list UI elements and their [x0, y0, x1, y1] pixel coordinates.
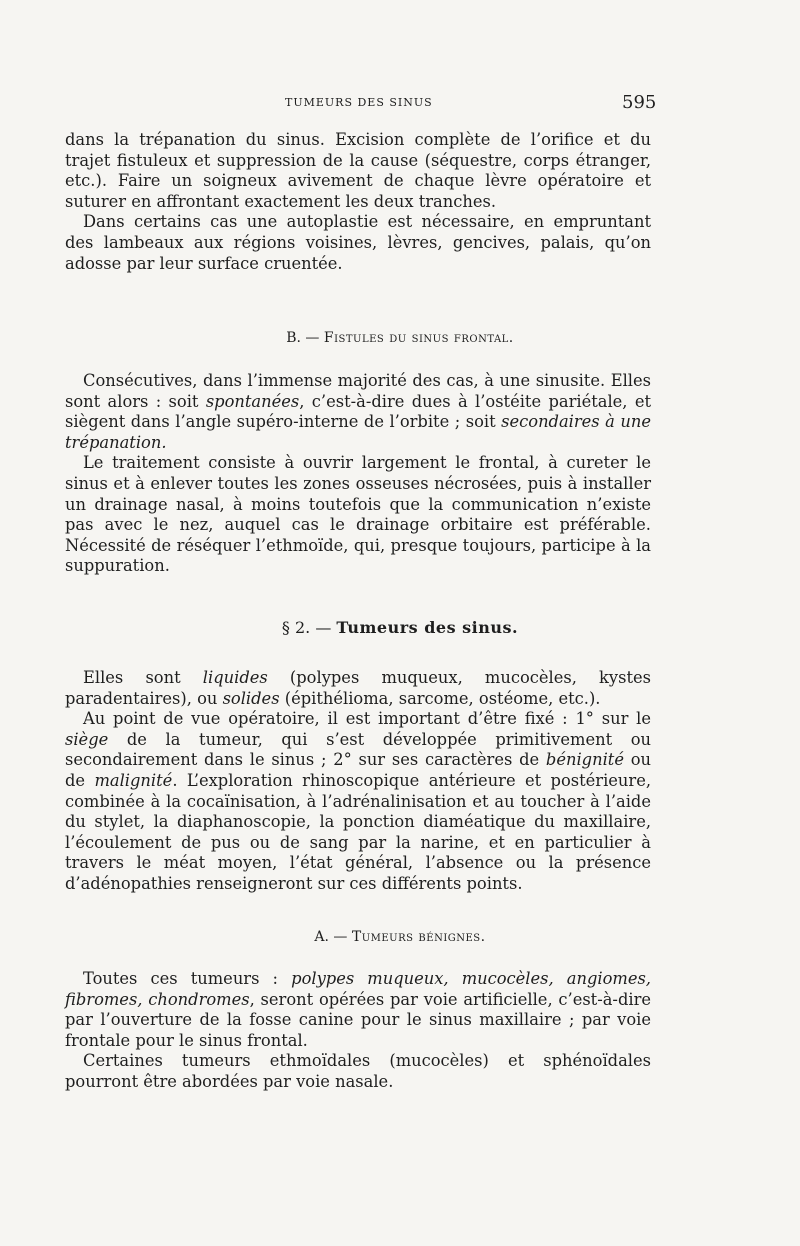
- text-run-italic: secondaires à une trépanation.: [65, 412, 651, 452]
- text-run: (polypes muqueux, mucocèles, kystes paradentaires), ou: [65, 668, 651, 708]
- section-heading: [0, 618, 800, 637]
- text-run: , seront opérées par voie artificielle, c’est-à-dire par l’ouverture de la fosse canine pour le sinus maxillaire ; par voie frontale pour le sinus frontal.: [65, 989, 651, 1050]
- text-run: Au point de vue opératoire, il est important d’être fixé : 1° sur le: [83, 709, 651, 729]
- paragraph: [65, 371, 651, 453]
- text-run-italic: solides: [222, 688, 280, 708]
- subheading-b: [0, 330, 800, 346]
- text-run: . L’exploration rhinoscopique antérieure et postérieure, combinée à la cocaïnisation, à l’adrénalinisation et au toucher à l’aide du stylet, la diaphanoscopie, la ponction diaméatique du maxillaire, l’écoulement de pus ou de sang par la narine, et en particulier à travers le méat moyen, l’état général, l’absence ou la présence d’adénopathies renseigneront sur ces différents points.: [65, 770, 652, 893]
- text-run: ou de: [65, 750, 651, 790]
- text-run: Elles sont: [83, 668, 203, 687]
- paragraph: Dans certains cas une autoplastie est nécessaire, en empruntant des lambeaux aux régions voisines, lèvres, gencives, palais, qu’on adosse par leur surface cruentée.: [65, 212, 651, 273]
- subheading-prefix: A. —: [314, 929, 352, 945]
- section-number: § 2. —: [281, 618, 337, 637]
- text-run-italic: malignité: [94, 770, 173, 790]
- subheading-title: Tumeurs bénignes.: [351, 929, 486, 945]
- running-head: TUMEURS DES SINUS: [285, 96, 433, 109]
- text-run-italic: spontanées: [205, 391, 300, 411]
- subheading-a: [0, 929, 800, 945]
- text-run-italic: bénignité: [545, 750, 624, 770]
- paragraph: [65, 668, 651, 709]
- text-run: (épithélioma, sarcome, ostéome, etc.).: [279, 688, 601, 708]
- section-title: Tumeurs des sinus.: [336, 618, 519, 637]
- text-block-1: [65, 130, 651, 274]
- paragraph: Certaines tumeurs ethmoïdales (mucocèles) et sphénoïdales pourront être abordées par voie nasale.: [65, 1051, 651, 1091]
- page-number: 595: [622, 92, 657, 113]
- text-run: Consécutives, dans l’immense majorité des cas, à une sinusite. Elles sont alors : soit: [65, 371, 651, 411]
- paragraph: [65, 709, 651, 894]
- subheading-prefix: B. —: [286, 330, 324, 346]
- text-run: , c’est-à-dire dues à l’ostéite pariétale, et siègent dans l’angle supéro-interne de l’orbite ; soit: [65, 391, 652, 432]
- text-block-4: [65, 969, 651, 1093]
- subheading-title: Fistules du sinus frontal.: [323, 330, 514, 346]
- paragraph: dans la trépanation du sinus. Excision complète de l’orifice et du trajet fistuleux et suppression de la cause (séquestre, corps étranger, etc.). Faire un soigneux avivement de chaque lèvre opératoire et suturer en affrontant exactement les deux tranches.: [65, 130, 651, 211]
- paragraph: Le traitement consiste à ouvrir largement le frontal, à cureter le sinus et à enlever toutes les zones osseuses nécrosées, puis à installer un drainage nasal, à moins toutefois que la communication n’existe pas avec le nez, auquel cas le drainage orbitaire est préférable. Nécessité de réséquer l’ethmoïde, qui, presque toujours, participe à la suppuration.: [65, 453, 651, 576]
- text-run-italic: polypes muqueux, mucocèles, angiomes, fibromes, chondromes: [65, 969, 651, 1009]
- text-block-3: [65, 668, 651, 895]
- text-block-2: [65, 371, 651, 577]
- text-run-italic: liquides: [202, 668, 268, 687]
- paragraph: [65, 969, 651, 1051]
- text-run: de la tumeur, qui s’est développée primitivement ou secondairement dans le sinus ; 2° sur ses caractères de: [65, 729, 651, 770]
- text-run-italic: siège: [65, 729, 109, 749]
- text-run: Toutes ces tumeurs :: [83, 969, 292, 988]
